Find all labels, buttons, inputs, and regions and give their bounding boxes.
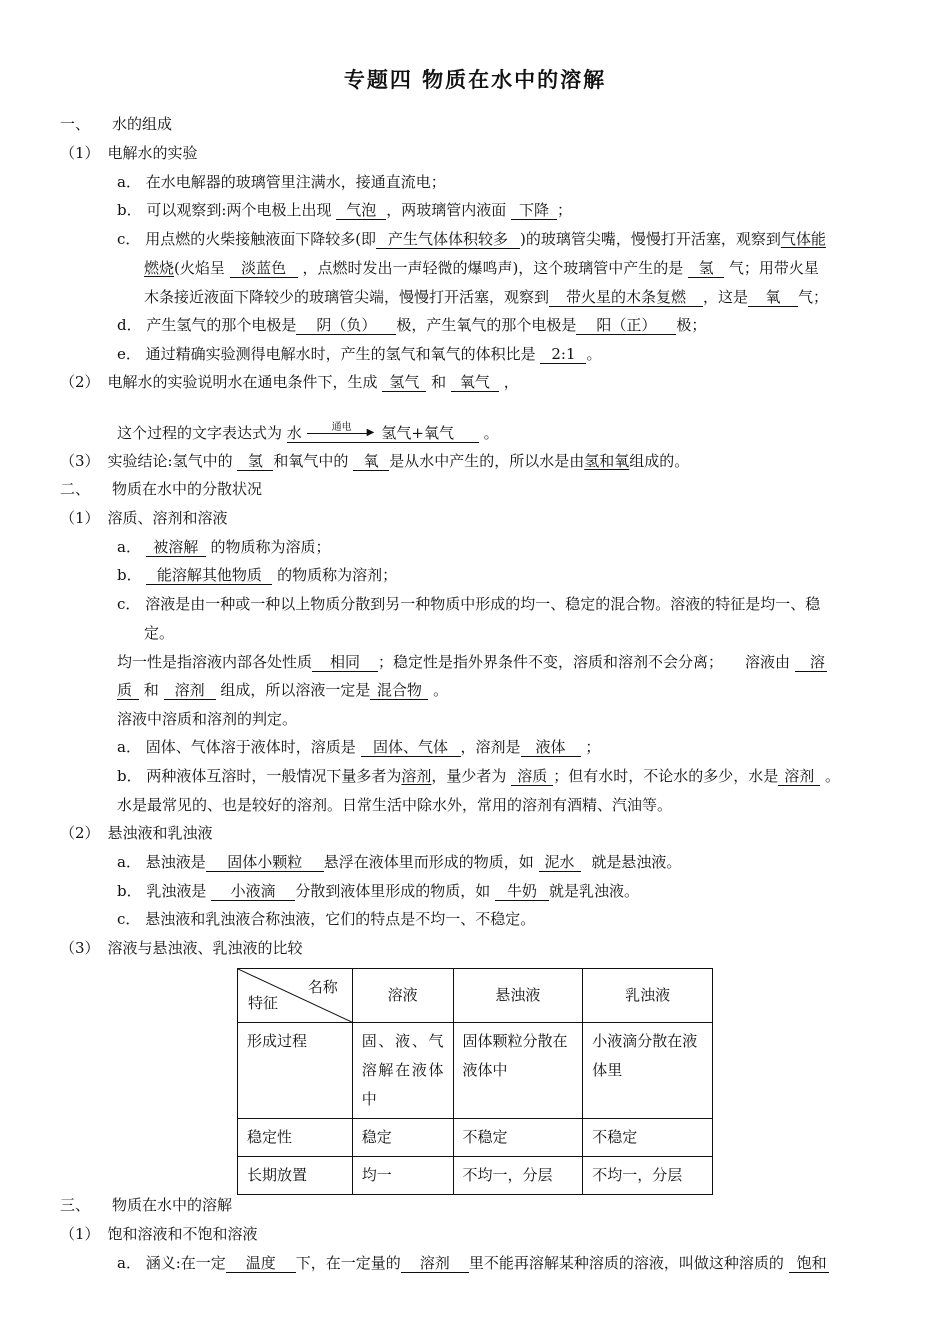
blank: 固体小颗粒 [206, 854, 324, 872]
s2-suspension-a: a． 悬浊液是 固体小颗粒 悬浮在液体里而形成的物质，如 泥水 就是悬浊液。 [117, 853, 682, 871]
s3-item-a: a． 涵义:在一定 温度 下，在一定量的 溶剂 里不能再溶解某种溶质的溶液，叫做这种溶质的 饱和 [117, 1254, 827, 1272]
blank: 质 [117, 682, 139, 700]
blank: 混合物 [370, 682, 428, 700]
s1-item-b: b． 可以观察到:两个电极上出现 气泡 ，两玻璃管内液面 下降 ； [117, 201, 573, 219]
table-cell: 不均一，分层 [583, 1157, 713, 1195]
corner-top-label: 名称 [307, 978, 338, 996]
blank: 淡蓝色 [230, 260, 298, 278]
blank: 氧 [748, 289, 798, 307]
s2-uniformity-line2: 质 和 溶剂 组成，所以溶液一定是 混合物 。 [117, 681, 449, 699]
table-cell: 稳定 [352, 1119, 453, 1157]
s2-part-1-heading: （1） 溶质、溶剂和溶液 [60, 509, 228, 527]
s2-emulsion-b: b． 乳浊液是 小液滴 分散到液体里形成的物质，如 牛奶 就是乳浊液。 [117, 882, 639, 900]
blank: 2:1 [540, 346, 586, 364]
blank: 产生气体体积较多 [376, 231, 520, 249]
blank: 溶剂 [401, 1255, 469, 1273]
blank: 氧气 [451, 374, 499, 392]
table-cell: 不稳定 [583, 1119, 713, 1157]
row-label: 稳定性 [238, 1119, 353, 1157]
s2-part-2-heading: （2） 悬浊液和乳浊液 [60, 824, 213, 842]
section-2-heading: 二、 物质在水中的分散状况 [60, 480, 263, 498]
table-cell: 均一 [352, 1157, 453, 1195]
blank: 相同 [312, 654, 378, 672]
blank: 带火星的木条复燃 [549, 289, 703, 307]
s1-item-c: c． 用点燃的火柴接触液面下降较多(即 产生气体体积较多 )的玻璃管尖嘴，慢慢打开活塞，观察到气体能 [117, 230, 826, 248]
table-cell: 固体颗粒分散在液体中 [453, 1023, 583, 1119]
section-3-heading: 三、 物质在水中的溶解 [60, 1196, 233, 1214]
blank: 阳（正） [576, 317, 676, 335]
s2-item-a: a． 被溶解 的物质称为溶质； [117, 538, 331, 556]
s1-part-2: （2） 电解水的实验说明水在通电条件下，生成 氢气 和 氧气 ， [60, 373, 519, 391]
s2-judge-heading: 溶液中溶质和溶剂的判定。 [117, 710, 298, 728]
table-cell: 小液滴分散在液体里 [583, 1023, 713, 1119]
s3-part-1-heading: （1） 饱和溶液和不饱和溶液 [60, 1225, 258, 1243]
s2-item-c: c． 溶液是由一种或一种以上物质分散到另一种物质中形成的均一、稳定的混合物。溶液的特征是均一、稳 [117, 595, 821, 613]
s2-judge-b: b． 两种液体互溶时，一般情况下量多者为溶剂，量少者为 溶质 ；但有水时，不论水的多少，水是 溶剂 。 [117, 767, 841, 785]
blank: 溶质 [511, 768, 553, 786]
s2-item-b: b． 能溶解其他物质 的物质称为溶剂； [117, 566, 398, 584]
s1-part-3: （3） 实验结论:氢气中的 氢 和氧气中的 氧 是从水中产生的，所以水是由氢和氧组成的。 [60, 452, 690, 470]
s1-item-c-line3: 木条接近液面下降较少的玻璃管尖端，慢慢打开活塞，观察到 带火星的木条复燃 ，这是 氧 气； [144, 288, 829, 306]
s1-item-c-line2: 燃烧(火焰呈 淡蓝色 ，点燃时发出一声轻微的爆鸣声)，这个玻璃管中产生的是 氢 气；用带火星 [144, 259, 819, 277]
s2-item-c2: c． 悬浊液和乳浊液合称浊液，它们的特点是不均一、不稳定。 [117, 910, 536, 928]
column-header: 溶液 [352, 969, 453, 1023]
s1-item-e: e． 通过精确实验测得电解水时，产生的氢气和氧气的体积比是 2:1 。 [117, 345, 602, 363]
blank: 泥水 [539, 854, 581, 872]
column-header: 乳浊液 [583, 969, 713, 1023]
table-header-row [238, 969, 713, 1023]
table-cell: 不均一，分层 [453, 1157, 583, 1195]
comparison-table [237, 968, 713, 1195]
table-corner-cell [238, 969, 353, 1023]
blank: 下降 [511, 202, 557, 220]
s2-part-3-heading: （3） 溶液与悬浊液、乳浊液的比较 [60, 939, 303, 957]
s2-judge-a: a． 固体、气体溶于液体时，溶质是 固体、气体 ，溶剂是 液体 ； [117, 738, 601, 756]
blank: 溶剂 [778, 768, 820, 786]
blank: 气泡 [336, 202, 386, 220]
row-label: 长期放置 [238, 1157, 353, 1195]
blank: 阴（负） [296, 317, 396, 335]
table-cell: 不稳定 [453, 1119, 583, 1157]
table-row [238, 1023, 713, 1119]
table-row [238, 1157, 713, 1195]
table-cell: 固、液、气溶解在液体中 [352, 1023, 453, 1119]
corner-bottom-label: 特征 [248, 994, 279, 1012]
blank: 溶 [795, 654, 827, 672]
section-1-heading: 一、 水的组成 [60, 115, 173, 133]
equation-blank: 水 通电 ▶ 氢气+氧气 [287, 425, 479, 443]
blank: 能溶解其他物质 [146, 567, 272, 585]
blank: 固体、气体 [361, 739, 461, 757]
s2-uniformity: 均一性是指溶液内部各处性质 相同 ；稳定性是指外界条件不变，溶质和溶剂不会分离； 溶液由 溶 [117, 653, 825, 671]
row-label: 形成过程 [238, 1023, 353, 1119]
blank: 氢 [237, 453, 273, 471]
s1-word-equation: 这个过程的文字表达式为 水 通电 ▶ 氢气+氧气 。 [117, 422, 499, 442]
s1-item-d: d． 产生氢气的那个电极是 阴（负） 极，产生氧气的那个电极是 阳（正） 极； [117, 316, 707, 334]
blank: 液体 [521, 739, 581, 757]
column-header: 悬浊液 [453, 969, 583, 1023]
blank: 氢气 [382, 374, 426, 392]
s2-judge-b-line2: 水是最常见的、也是较好的溶剂。日常生活中除水外，常用的溶剂有酒精、汽油等。 [117, 796, 673, 814]
s2-item-c-line2: 定。 [144, 624, 175, 642]
blank: 氢 [688, 260, 724, 278]
blank: 被溶解 [146, 539, 206, 557]
blank: 溶剂 [164, 682, 216, 700]
s1-item-a: a． 在水电解器的玻璃管里注满水，接通直流电； [117, 173, 446, 191]
blank: 温度 [226, 1255, 296, 1273]
blank: 氧 [353, 453, 389, 471]
table-row [238, 1119, 713, 1157]
blank: 饱和 [789, 1255, 829, 1273]
blank: 牛奶 [495, 883, 549, 901]
s1-part-1-heading: （1） 电解水的实验 [60, 144, 198, 162]
reaction-arrow: 通电 ▶ [307, 427, 377, 441]
blank: 小液滴 [211, 883, 295, 901]
page-title: 专题四 物质在水中的溶解 [343, 67, 607, 92]
